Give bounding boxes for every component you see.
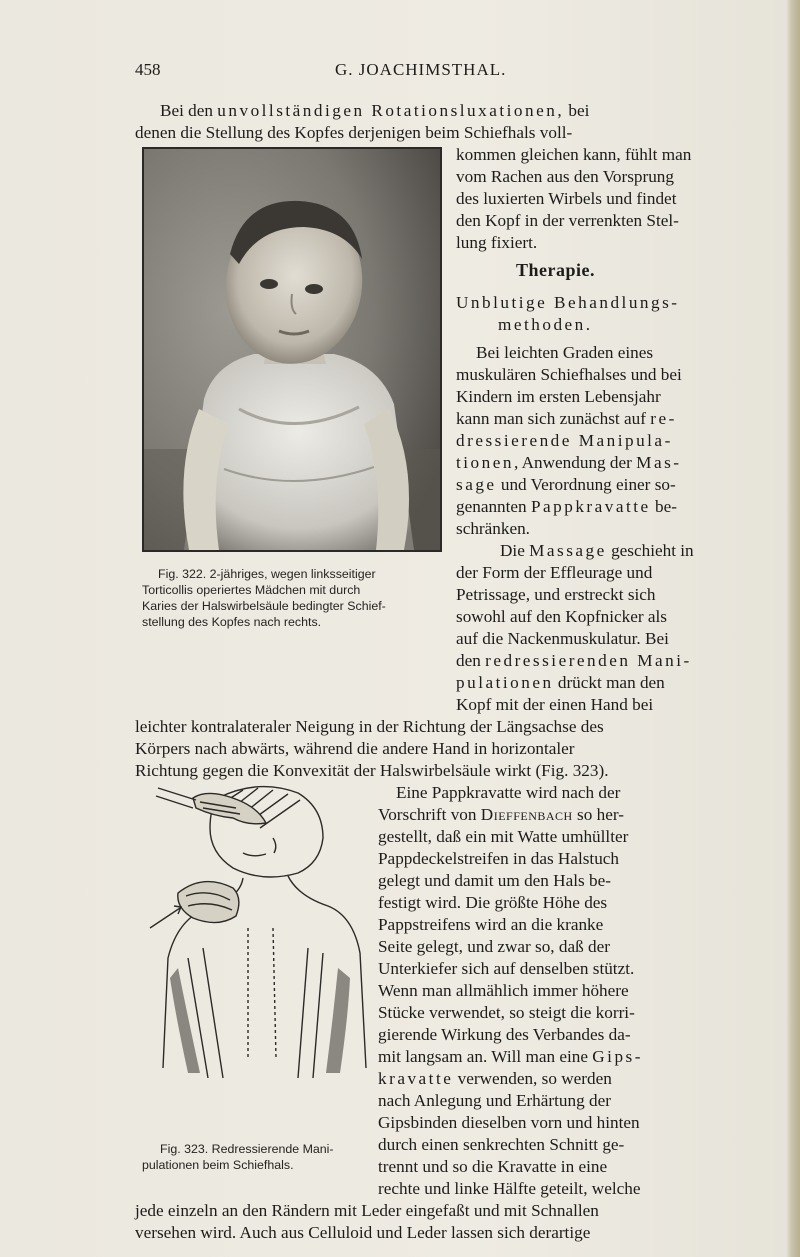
text-line: Stücke verwendet, so steigt die korri- [378,1003,635,1022]
subheading-line: Unblutige Behandlungs- [456,293,680,312]
text-line: Kindern im ersten Lebensjahr [456,387,661,406]
text-line: gestellt, daß ein mit Watte umhüllter [378,827,629,846]
text-line: Wenn man allmählich immer höhere [378,981,629,1000]
text-line: Pappdeckelstreifen in das Halstuch [378,849,620,868]
text-line: nach Anlegung und Erhärtung der [378,1091,611,1110]
text-line: sage und Verordnung einer so- [456,475,676,494]
text-line: Bei leichten Graden eines [476,343,654,362]
figure-323-drawing [148,778,373,1078]
text-line: leichter kontralateraler Neigung in der Richtung der Längsachse des [135,717,604,736]
section-heading: Therapie. [516,260,595,280]
text-line: muskulären Schiefhalses und bei [456,365,682,384]
text-line: den Kopf in der verrenkten Stel- [456,211,679,230]
text-line: genannten Pappkravatte be- [456,497,677,516]
text-line: kann man sich zunächst auf re- [456,409,677,428]
text-line: Pappstreifens wird an die kranke [378,915,604,934]
text-line: Eine Pappkravatte wird nach der [396,783,621,802]
page-header [135,60,735,84]
page-edge [786,0,800,1257]
text-line: lung fixiert. [456,233,538,252]
text-line: dressierende Manipula- [456,431,673,450]
text-line: Gipsbinden dieselben vorn und hinten [378,1113,640,1132]
text-line: rechte und linke Hälfte geteilt, welche [378,1179,641,1198]
text-line: Seite gelegt, und zwar so, daß der [378,937,610,956]
text-line: trennt und so die Kravatte in eine [378,1157,608,1176]
text-line: gelegt und damit um den Hals be- [378,871,611,890]
figure-322-caption-line: Torticollis operiertes Mädchen mit durch [142,583,361,597]
running-head: G. JOACHIMSTHAL. [335,60,507,79]
text-line: jede einzeln an den Rändern mit Leder eingefaßt und mit Schnallen [135,1201,599,1220]
figure-322-caption-line: Fig. 322. 2-jähriges, wegen linksseitiger [158,567,376,581]
text-line: gierende Wirkung des Verbandes da- [378,1025,631,1044]
text-line: der Form der Effleurage und [456,563,653,582]
text-line: kommen gleichen kann, fühlt man [456,145,692,164]
text-line: Körpers nach abwärts, während die andere Hand in horizontaler [135,739,575,758]
figure-322-caption-line: Karies der Halswirbelsäule bedingter Schief- [142,599,386,613]
text-line: Die Massage geschieht in [500,541,694,560]
text-line: Vorschrift von Dieffenbach so her- [378,805,624,824]
text-line: auf die Nackenmuskulatur. Bei [456,629,669,648]
text-line: pulationen drückt man den [456,673,665,692]
text-line: tionen, Anwendung der Mas- [456,453,682,472]
figure-323-caption-line: pulationen beim Schiefhals. [142,1158,294,1172]
subheading-line: methoden. [498,315,593,334]
figure-322-caption-line: stellung des Kopfes nach rechts. [142,615,322,629]
text-line: kravatte verwenden, so werden [378,1069,612,1088]
page-number: 458 [135,60,161,79]
text-line: durch einen senkrechten Schnitt ge- [378,1135,625,1154]
figure-323-caption-line: Fig. 323. Redressierende Mani- [160,1142,334,1156]
text-line: versehen wird. Auch aus Celluloid und Leder lassen sich derartige [135,1223,591,1242]
text-line: Petrissage, und erstreckt sich [456,585,656,604]
text-line: denen die Stellung des Kopfes derjenigen beim Schiefhals voll- [135,123,573,142]
text-line: Bei den unvollständigen Rotationsluxationen, bei [160,101,590,120]
text-line: vom Rachen aus den Vorsprung [456,167,674,186]
text-line: sowohl auf den Kopfnicker als [456,607,667,626]
text-line: festigt wird. Die größte Höhe des [378,893,608,912]
text-line: Unterkiefer sich auf denselben stützt. [378,959,635,978]
text-line: mit langsam an. Will man eine Gips- [378,1047,643,1066]
text-line: schränken. [456,519,530,538]
text-line: den redressierenden Mani- [456,651,692,670]
figure-322-photo [142,147,442,552]
text-line: Richtung gegen die Konvexität der Halswirbelsäule wirkt (Fig. 323). [135,761,609,780]
text-line: Kopf mit der einen Hand bei [456,695,654,714]
text-line: des luxierten Wirbels und findet [456,189,677,208]
